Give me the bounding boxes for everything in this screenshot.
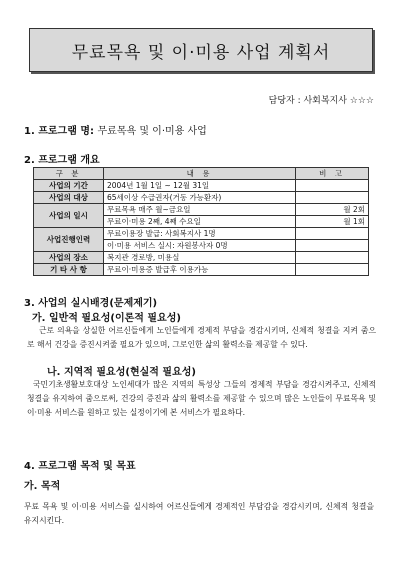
row-content: 무료목욕 매주 월~금요일 bbox=[104, 204, 296, 216]
section-4-heading: 4. 프로그램 목적 및 목표 bbox=[24, 461, 136, 472]
section-3-para1: 근로 의욕을 상실한 어르신들에게 노인들에게 경제적 부담을 경감시키며, 신체적 청결을 지켜 줌으로 해서 건강을 증진시켜줄 필요가 있으며, 그로인한 삶의 활력소를 제공할 수 있다. bbox=[27, 326, 376, 349]
row-content: 무료이·미용 2째, 4째 수요일 bbox=[104, 216, 296, 228]
overview-table bbox=[33, 167, 369, 276]
row-remark: 월 1회 bbox=[296, 216, 369, 228]
row-remark bbox=[296, 252, 369, 264]
table-row bbox=[34, 228, 369, 240]
row-label: 사업의 장소 bbox=[34, 252, 104, 264]
table-row bbox=[34, 192, 369, 204]
row-content: 복지관 경로방, 미용실 bbox=[104, 252, 296, 264]
row-content: 무료이용장 발급: 사회복지사 1명 bbox=[104, 228, 296, 240]
section-3-para2: 국민기초생활보호대상 노인세대가 많은 지역의 특성상 그들의 경제적 부담을 경감시켜주고, 신체적 청결을 유지하여 줌으로써, 건강의 증진과 삶의 활력소를 제공할 수 있으며 많은 노인들이 무료목욕 및 이·미용 서비스를 원하고 있는 실정이기에 본 서비스가 필요하다. bbox=[27, 380, 376, 417]
row-remark bbox=[296, 240, 369, 252]
section-4-sub1: 가. 목적 bbox=[24, 481, 61, 492]
table-header-row bbox=[34, 168, 369, 180]
section-1-label: 1. 프로그램 명: bbox=[24, 126, 95, 137]
row-remark bbox=[296, 180, 369, 192]
row-remark bbox=[296, 192, 369, 204]
row-label: 사업진행인력 bbox=[34, 228, 104, 252]
row-content: 65세이상 수급권자(거동 가능환자) bbox=[104, 192, 296, 204]
section-1-heading bbox=[24, 122, 207, 137]
person-in-charge: 담당자 : 사회복지사 ☆☆☆ bbox=[268, 96, 374, 106]
table-row bbox=[34, 180, 369, 192]
header-remarks: 비 고 bbox=[296, 168, 369, 180]
table-row bbox=[34, 204, 369, 216]
section-3-sub1: 가. 일반적 필요성(이론적 필요성) bbox=[32, 313, 181, 324]
table-row bbox=[34, 252, 369, 264]
section-4-para1: 무료 목욕 및 이·미용 서비스를 실시하여 어르신들에게 경제적인 부담감을 경감시키며, 신체적 청결을 유지시킨다. bbox=[24, 502, 374, 525]
row-label: 사업의 일시 bbox=[34, 204, 104, 228]
row-label: 기 타 사 항 bbox=[34, 264, 104, 276]
header-content: 내 용 bbox=[104, 168, 296, 180]
row-content: 2004년 1월 1일 ~ 12월 31일 bbox=[104, 180, 296, 192]
table-body bbox=[34, 180, 369, 276]
header-category: 구 분 bbox=[34, 168, 104, 180]
row-label: 사업의 대상 bbox=[34, 192, 104, 204]
row-remark bbox=[296, 264, 369, 276]
section-3-sub2: 나. 지역적 필요성(현실적 필요성) bbox=[47, 367, 196, 378]
row-content: 이·미용 서비스 실시: 자원봉사자 0명 bbox=[104, 240, 296, 252]
table-row bbox=[34, 264, 369, 276]
section-2-heading: 2. 프로그램 개요 bbox=[24, 155, 100, 166]
row-remark bbox=[296, 228, 369, 240]
section-3-heading: 3. 사업의 실시배경(문제제기) bbox=[24, 298, 158, 309]
row-content: 무료이·미용증 발급후 이용가능 bbox=[104, 264, 296, 276]
program-name: 무료목욕 및 이·미용 사업 bbox=[97, 126, 207, 137]
row-label: 사업의 기간 bbox=[34, 180, 104, 192]
row-remark: 월 2회 bbox=[296, 204, 369, 216]
document-title: 무료목욕 및 이·미용 사업 계획서 bbox=[29, 28, 373, 72]
